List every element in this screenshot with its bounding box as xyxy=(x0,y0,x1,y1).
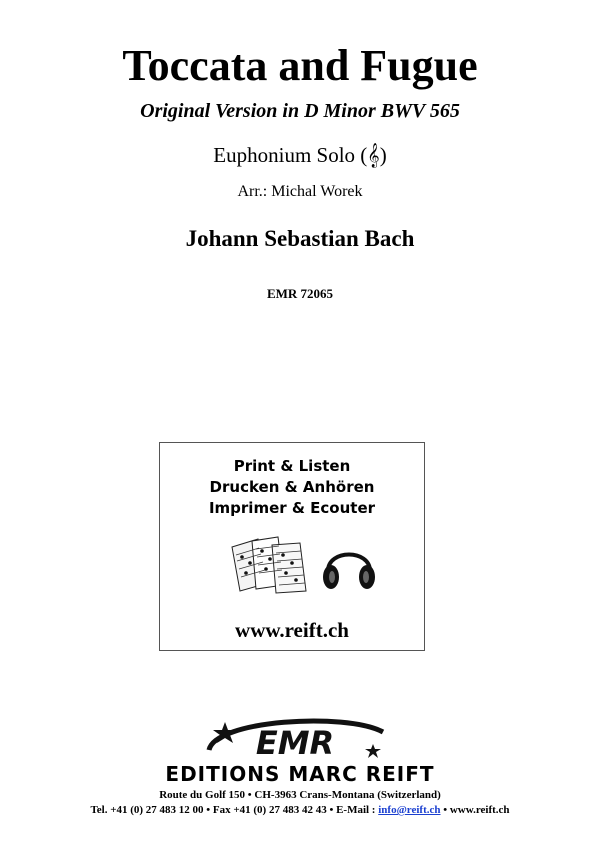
contact-website: • www.reift.ch xyxy=(440,804,510,816)
headphones-icon xyxy=(320,537,378,595)
instrumentation: Euphonium Solo (𝄞) xyxy=(213,143,387,167)
composer-name: Johann Sebastian Bach xyxy=(185,226,415,251)
print-listen-box xyxy=(159,442,425,651)
sheet-music-icon xyxy=(228,533,310,597)
promo-line-german: Drucken & Anhören xyxy=(209,478,375,496)
piece-title: Toccata and Fugue xyxy=(122,41,478,90)
promo-line-french: Imprimer & Ecouter xyxy=(208,499,376,517)
contact-phone-fax: Tel. +41 (0) 27 483 12 00 • Fax +41 (0) 27 483 42 43 • E-Mail : xyxy=(90,804,379,816)
promo-line-english: Print & Listen xyxy=(233,457,351,475)
catalog-number: EMR 72065 xyxy=(266,286,334,301)
publisher-name: EDITIONS MARC REIFT xyxy=(165,762,435,786)
piece-subtitle: Original Version in D Minor BWV 565 xyxy=(140,100,460,122)
website-url[interactable]: www.reift.ch xyxy=(235,618,349,642)
publisher-address: Route du Golf 150 • CH-3963 Crans-Montana (Switzerland) xyxy=(159,789,441,801)
email-link[interactable]: info@reift.ch xyxy=(378,804,441,816)
emr-logo-text: EMR xyxy=(255,724,335,762)
arranger-credit: Arr.: Michal Worek xyxy=(237,183,363,200)
publisher-contact xyxy=(0,803,600,818)
